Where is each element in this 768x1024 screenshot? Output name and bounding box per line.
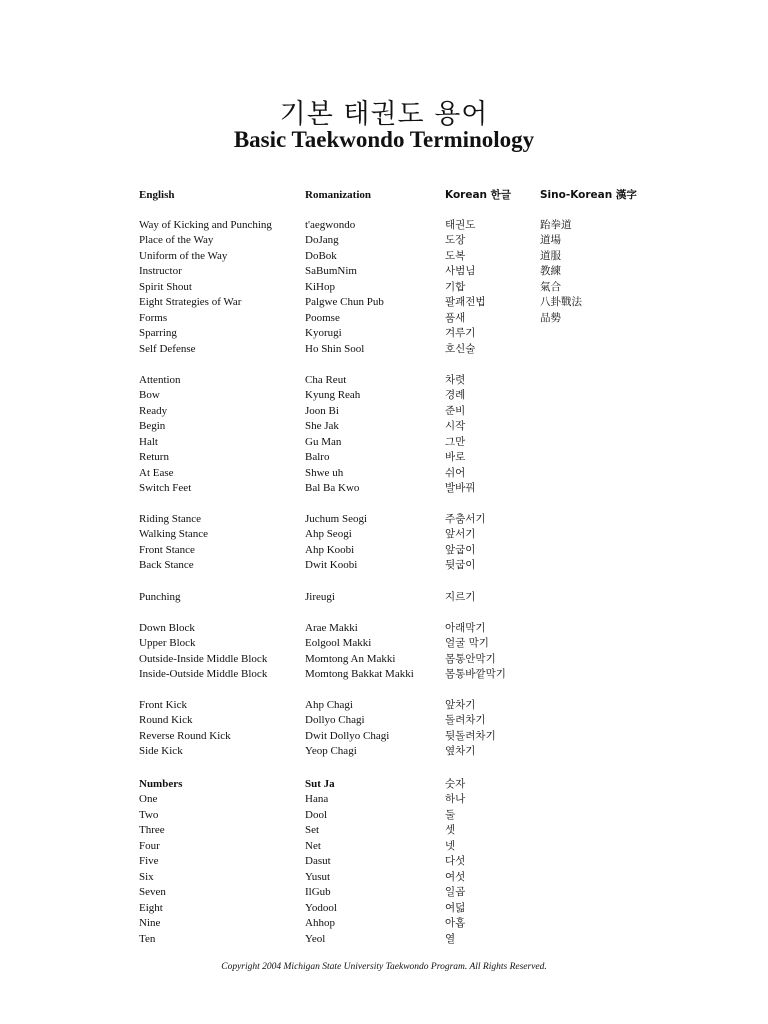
term-sino-korean: 品勢 (540, 311, 561, 324)
term-romanization: Ahhop (305, 917, 335, 930)
term-sino-korean: 教練 (540, 265, 561, 278)
term-row (0, 466, 768, 482)
term-row (0, 218, 768, 234)
term-romanization: Dool (305, 808, 327, 821)
term-korean: 품새 (445, 311, 466, 324)
term-korean: 겨루기 (445, 327, 476, 340)
term-english: Round Kick (139, 714, 193, 727)
term-korean: 바로 (445, 451, 466, 464)
term-romanization: Poomse (305, 311, 340, 324)
term-english: Return (139, 451, 169, 464)
term-korean: 뒷굽이 (445, 559, 476, 572)
term-korean: 기합 (445, 280, 466, 293)
term-romanization: Joon Bi (305, 404, 339, 417)
term-row (0, 233, 768, 249)
header-korean: Korean 한글 (445, 189, 511, 201)
term-english: Way of Kicking and Punching (139, 219, 272, 231)
term-row (0, 621, 768, 637)
term-row (0, 713, 768, 729)
term-korean: 앞차기 (445, 699, 476, 711)
term-english: Instructor (139, 265, 182, 278)
term-english: Four (139, 839, 160, 852)
term-row (0, 901, 768, 917)
term-romanization: Hana (305, 793, 329, 806)
term-english: Back Stance (139, 559, 194, 572)
term-english: Inside-Outside Middle Block (139, 668, 268, 681)
term-row (0, 792, 768, 808)
term-korean: 팔괘전법 (445, 296, 486, 309)
term-english: Walking Stance (139, 528, 209, 541)
term-row (0, 543, 768, 559)
term-korean: 도복 (445, 249, 466, 262)
term-romanization: Dwit Koobi (305, 559, 358, 572)
term-row (0, 512, 768, 528)
term-romanization: Cha Reut (305, 374, 347, 386)
term-korean: 둘 (445, 808, 456, 821)
term-english: Begin (139, 420, 166, 433)
term-english: Forms (139, 311, 168, 324)
term-romanization: Dasut (305, 855, 331, 868)
term-english: Uniform of the Way (139, 249, 228, 262)
term-row (0, 450, 768, 466)
term-row (0, 280, 768, 296)
term-korean: 발바꿔 (445, 482, 476, 495)
term-row (0, 249, 768, 265)
term-korean: 돌려차기 (445, 714, 486, 727)
term-row (0, 295, 768, 311)
term-romanization: KiHop (305, 280, 335, 293)
term-english: Numbers (139, 778, 183, 790)
term-romanization: Dollyo Chagi (305, 714, 365, 727)
term-korean: 경례 (445, 389, 466, 402)
term-romanization: Palgwe Chun Pub (305, 296, 384, 309)
term-row (0, 667, 768, 683)
term-romanization: Gu Man (305, 435, 342, 448)
term-romanization: Arae Makki (305, 622, 358, 634)
term-row (0, 311, 768, 327)
term-row (0, 823, 768, 839)
term-romanization: Net (305, 839, 321, 852)
term-sino-korean: 道服 (540, 249, 561, 262)
term-romanization: Kyung Reah (305, 389, 361, 402)
term-english: Bow (139, 389, 160, 402)
term-romanization: Bal Ba Kwo (305, 482, 360, 495)
term-korean: 얼굴 막기 (445, 637, 489, 650)
term-english: Switch Feet (139, 482, 192, 495)
term-korean: 셋 (445, 824, 456, 837)
term-korean: 여섯 (445, 870, 466, 883)
term-sino-korean: 道場 (540, 234, 561, 247)
header-english: English (139, 189, 175, 201)
term-romanization: She Jak (305, 420, 339, 433)
term-romanization: Kyorugi (305, 327, 342, 340)
term-korean: 준비 (445, 404, 466, 417)
term-english: Five (139, 855, 159, 868)
term-romanization: Juchum Seogi (305, 513, 368, 525)
term-romanization: Sut Ja (305, 778, 335, 790)
term-row (0, 419, 768, 435)
term-romanization: Yodool (305, 901, 337, 914)
term-row (0, 558, 768, 574)
term-row (0, 839, 768, 855)
term-english: One (139, 793, 158, 806)
term-korean: 쉬어 (445, 466, 466, 479)
title-korean: 기본 태권도 용어 (279, 99, 489, 130)
term-row (0, 777, 768, 793)
term-korean: 몸통안막기 (445, 652, 496, 665)
term-row (0, 404, 768, 420)
term-row (0, 636, 768, 652)
term-row (0, 527, 768, 543)
term-korean: 다섯 (445, 855, 466, 868)
term-romanization: Ho Shin Sool (305, 342, 365, 355)
header-romanization: Romanization (305, 189, 371, 201)
term-korean: 여덟 (445, 901, 466, 914)
term-korean: 그만 (445, 435, 466, 448)
title-english: Basic Taekwondo Terminology (233, 127, 535, 152)
term-korean: 주춤서기 (445, 513, 486, 525)
term-korean: 사범님 (445, 265, 476, 278)
term-english: Punching (139, 591, 181, 603)
term-english: Ten (139, 932, 156, 945)
term-romanization: Momtong An Makki (305, 652, 396, 665)
copyright-footer: Copyright 2004 Michigan State University Taekwondo Program. All Rights Reserved. (221, 962, 547, 972)
term-korean: 앞굽이 (445, 543, 476, 556)
term-row (0, 342, 768, 358)
term-korean: 넷 (445, 839, 456, 852)
term-english: Eight Strategies of War (139, 296, 242, 309)
term-romanization: Eolgool Makki (305, 637, 372, 650)
term-romanization: Balro (305, 451, 330, 464)
term-romanization: Ahp Koobi (305, 543, 355, 556)
term-korean: 뒷돌려차기 (445, 729, 496, 742)
term-korean: 열 (445, 932, 456, 945)
term-romanization: Dwit Dollyo Chagi (305, 729, 390, 742)
term-korean: 시작 (445, 420, 466, 433)
term-romanization: Yusut (305, 870, 331, 883)
term-row (0, 916, 768, 932)
term-english: Place of the Way (139, 234, 214, 247)
term-english: Sparring (139, 327, 177, 340)
term-english: Eight (139, 901, 163, 914)
term-sino-korean: 跆拳道 (540, 219, 572, 231)
term-korean: 아래막기 (445, 622, 486, 634)
term-english: Front Kick (139, 699, 187, 711)
term-row (0, 808, 768, 824)
term-english: Upper Block (139, 637, 196, 650)
term-romanization: Momtong Bakkat Makki (305, 668, 414, 681)
term-english: Halt (139, 435, 158, 448)
term-korean: 아홉 (445, 917, 466, 930)
term-english: Ready (139, 404, 168, 417)
term-romanization: Set (305, 824, 320, 837)
term-english: At Ease (139, 466, 174, 479)
term-korean: 몸통바깥막기 (445, 668, 506, 681)
term-romanization: DoBok (305, 249, 337, 262)
term-english: Seven (139, 886, 166, 899)
term-english: Two (139, 808, 159, 821)
term-row (0, 885, 768, 901)
term-korean: 차렷 (445, 374, 466, 386)
term-english: Front Stance (139, 543, 195, 556)
term-korean: 옆차기 (445, 745, 476, 758)
term-row (0, 326, 768, 342)
term-romanization: DoJang (305, 234, 339, 247)
term-korean: 일곱 (445, 886, 466, 899)
term-romanization: Ahp Seogi (305, 528, 352, 541)
term-korean: 호신술 (445, 342, 476, 355)
term-romanization: IlGub (305, 886, 331, 899)
term-row (0, 435, 768, 451)
term-romanization: SaBumNim (305, 265, 357, 278)
term-english: Attention (139, 374, 181, 386)
term-english: Self Defense (139, 342, 196, 355)
term-romanization: Jireugi (305, 591, 335, 603)
term-korean: 지르기 (445, 591, 476, 603)
term-english: Reverse Round Kick (139, 729, 231, 742)
term-korean: 태권도 (445, 219, 476, 231)
term-row (0, 652, 768, 668)
term-row (0, 854, 768, 870)
term-row (0, 373, 768, 389)
term-sino-korean: 氣合 (540, 280, 561, 293)
term-row (0, 590, 768, 606)
term-row (0, 388, 768, 404)
term-romanization: Yeop Chagi (305, 745, 357, 758)
term-row (0, 481, 768, 497)
term-english: Nine (139, 917, 161, 930)
term-english: Outside-Inside Middle Block (139, 652, 268, 665)
term-english: Side Kick (139, 745, 183, 758)
term-sino-korean: 八卦戰法 (540, 296, 582, 309)
term-romanization: Yeol (305, 932, 326, 945)
term-korean: 숫자 (445, 778, 466, 790)
term-english: Three (139, 824, 165, 837)
term-row (0, 264, 768, 280)
term-korean: 도장 (445, 234, 466, 247)
term-english: Down Block (139, 622, 195, 634)
term-row (0, 698, 768, 714)
term-row (0, 870, 768, 886)
term-romanization: Shwe uh (305, 466, 344, 479)
term-english: Riding Stance (139, 513, 202, 525)
header-sino-korean: Sino-Korean 漢字 (540, 189, 637, 201)
term-romanization: t'aegwondo (305, 219, 356, 231)
term-english: Spirit Shout (139, 280, 192, 293)
term-row (0, 729, 768, 745)
term-korean: 앞서기 (445, 528, 476, 541)
term-korean: 하나 (445, 793, 466, 806)
term-romanization: Ahp Chagi (305, 699, 353, 711)
term-row (0, 932, 768, 948)
term-row (0, 744, 768, 760)
term-english: Six (139, 870, 154, 883)
